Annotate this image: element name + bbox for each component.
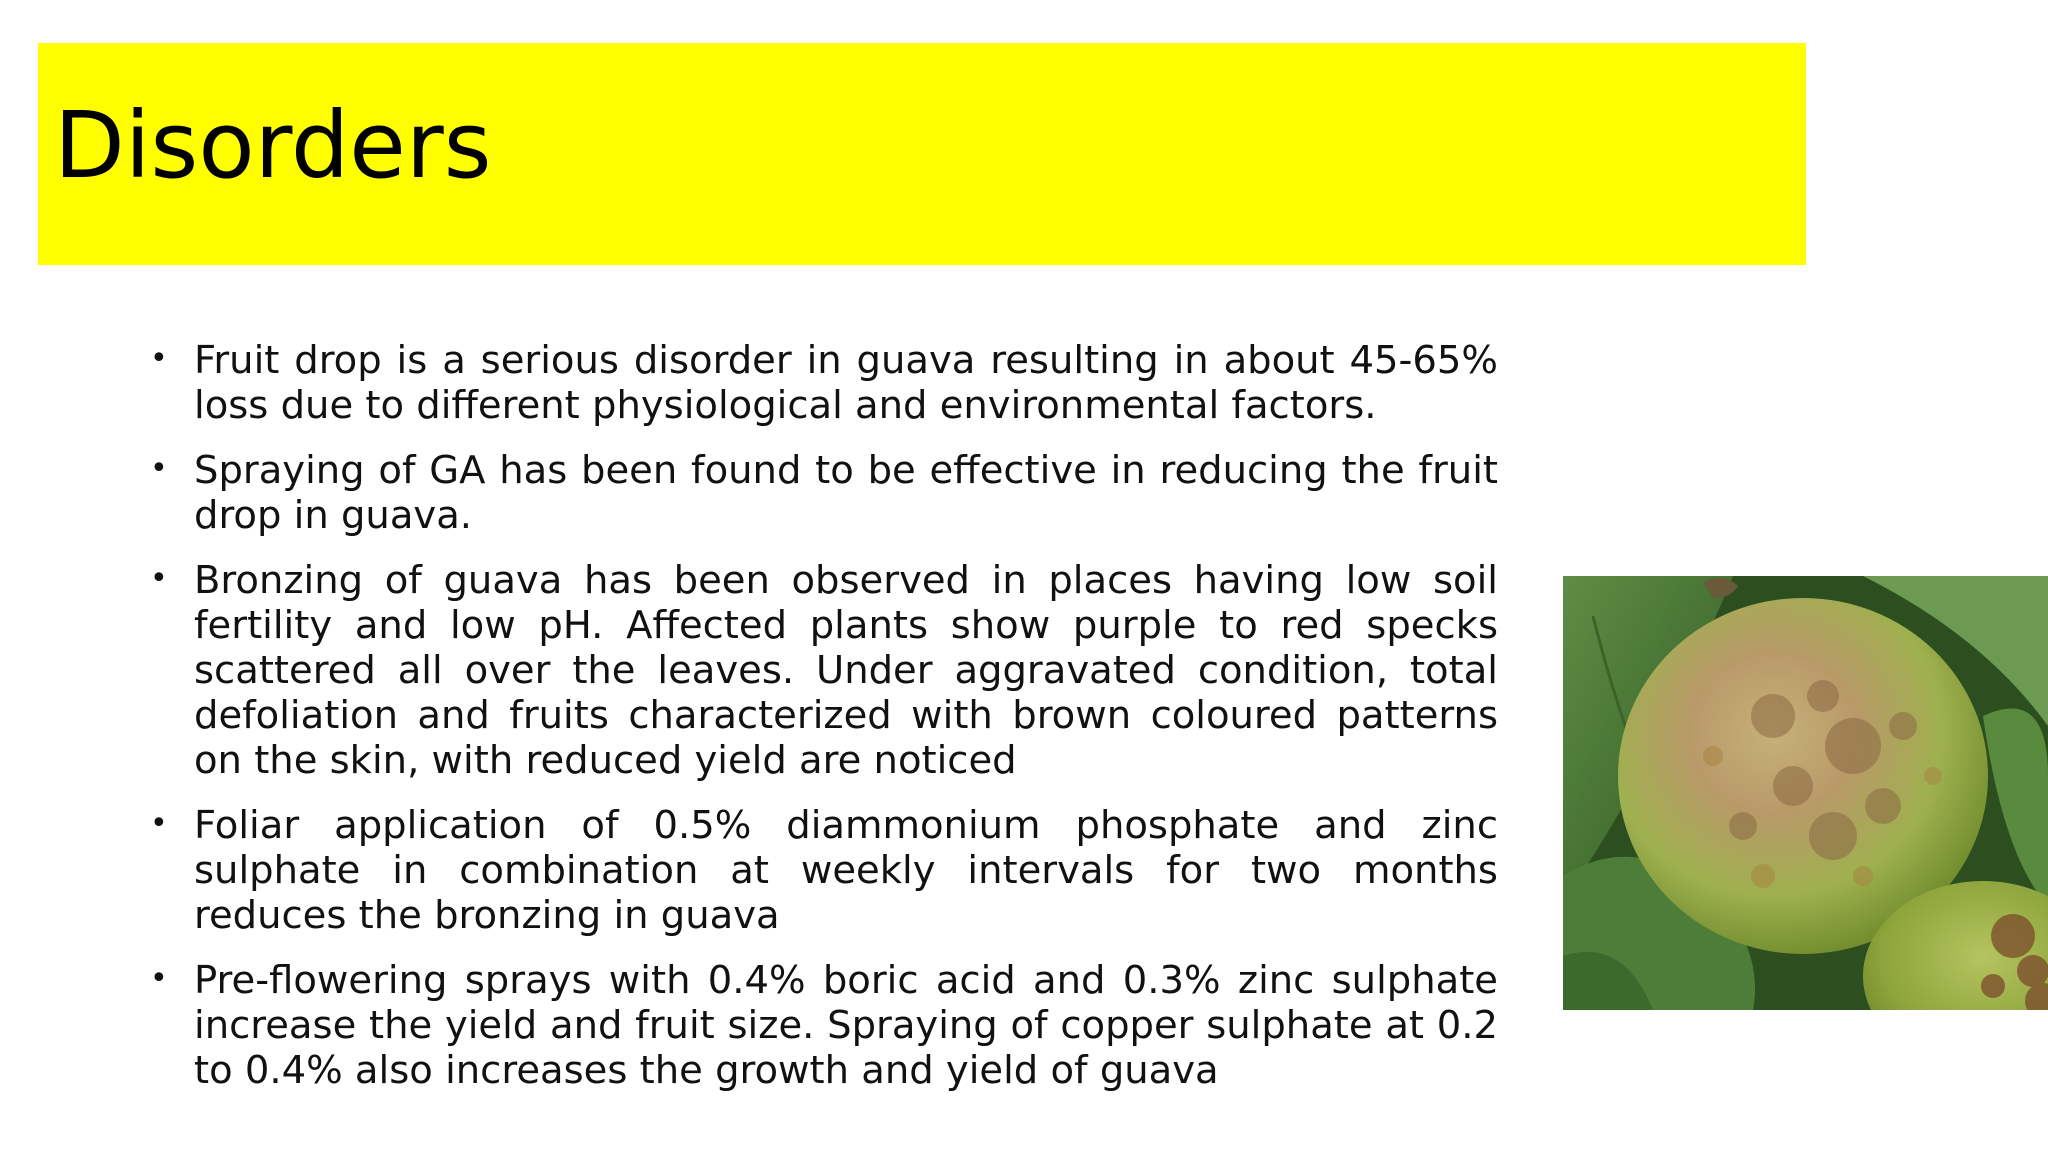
slide-title: Disorders <box>54 92 492 199</box>
bullet-item-bronzing: • Bronzing of guava has been observed in places having low soil fertility and low pH. Affected plants show purple to red specks scattered all over the leaves. Under aggravated condition, total defoliation and fruits characterized with brown coloured patterns on the skin, with reduced yield are noticed <box>148 558 1498 783</box>
bullet-list <box>148 338 1498 1113</box>
bullet-item-ga-spraying: • Spraying of GA has been found to be effective in reducing the fruit drop in guava. <box>148 448 1498 538</box>
bullet-item-foliar-application: • Foliar application of 0.5% diammonium phosphate and zinc sulphate in combination at weekly intervals for two months reduces the bronzing in guava <box>148 803 1498 938</box>
bullet-item-fruit-drop: • Fruit drop is a serious disorder in guava resulting in about 45-65% loss due to different physiological and environmental factors. <box>148 338 1498 428</box>
bronzed-guava-photo <box>1563 576 2048 1010</box>
title-band <box>38 43 1806 265</box>
bullet-item-pre-flowering-sprays: • Pre-flowering sprays with 0.4% boric acid and 0.3% zinc sulphate increase the yield and fruit size. Spraying of copper sulphate at 0.2 to 0.4% also increases the growth and yield of guava <box>148 958 1498 1093</box>
